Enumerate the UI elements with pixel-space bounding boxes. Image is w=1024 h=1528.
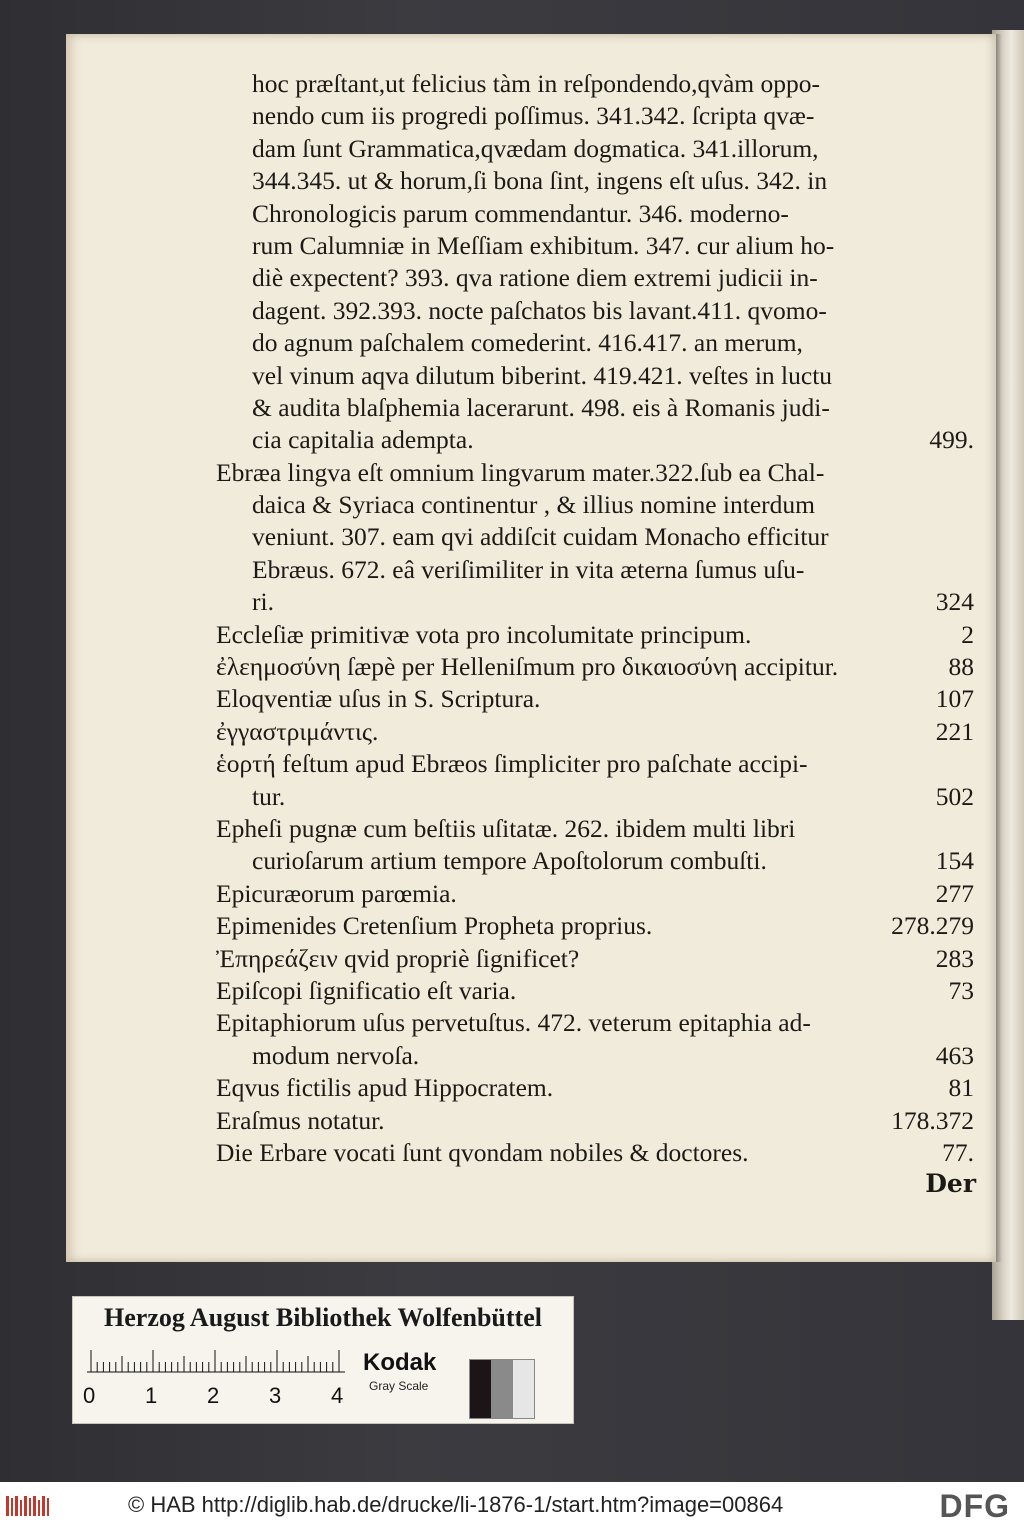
index-line — [216, 457, 976, 489]
index-entry-text: daica & Syriaca continentur , & illius nomine interdum — [252, 490, 815, 520]
index-line — [216, 1007, 976, 1039]
index-entry-text: do agnum paſchalem comederint. 416.417. an merum, — [252, 328, 803, 358]
page-reference: 2 — [961, 619, 974, 649]
index-entry-text: vel vinum aqva dilutum biberint. 419.421. veſtes in luctu — [252, 360, 833, 390]
index-entry-text: Chronologicis parum commendantur. 346. moderno- — [252, 198, 789, 228]
index-line — [216, 910, 976, 942]
index-line — [216, 198, 976, 230]
index-line — [216, 813, 976, 845]
page-reference: 107 — [935, 684, 974, 714]
index-entry-text: dam ſunt Grammatica,qvædam dogmatica. 341.illorum, — [252, 133, 819, 163]
page-reference: 324 — [935, 587, 974, 617]
gray-swatch — [491, 1360, 512, 1418]
index-line — [216, 716, 976, 748]
index-line — [216, 943, 976, 975]
index-entry-text: rum Calumniæ in Meſſiam exhibitum. 347. cur alium ho- — [252, 230, 835, 260]
index-entry-text: ri. — [252, 587, 274, 617]
page-reference: 463 — [935, 1040, 974, 1070]
index-line — [216, 424, 976, 456]
index-entry-text: Epimenides Cretenſium Propheta proprius. — [216, 911, 653, 941]
color-calibration-card — [72, 1296, 574, 1424]
index-line — [216, 748, 976, 780]
index-line — [216, 392, 976, 424]
index-entry-text: nendo cum iis progredi poſſimus. 341.342. ſcripta qvæ- — [252, 101, 815, 131]
page-shadow — [996, 34, 1002, 1262]
page-reference: 283 — [935, 943, 974, 973]
index-entry-text: Eqvus fictilis apud Hippocratem. — [216, 1073, 554, 1103]
gray-swatch — [513, 1360, 534, 1418]
index-entry-text: Die Erbare vocati ſunt qvondam nobiles & doctores. — [216, 1137, 749, 1167]
index-entry-text: ἐγγαστριμάντις. — [216, 716, 379, 746]
index-entry-text: Ebræa lingva eſt omnium lingvarum mater.322.ſub ea Chal- — [216, 457, 825, 487]
index-entry-text: 344.345. ut & horum,ſi bona ſint, ingens eſt uſus. 342. in — [252, 166, 828, 196]
index-line — [216, 1040, 976, 1072]
index-line — [216, 327, 976, 359]
index-line — [216, 878, 976, 910]
index-entry-text: ἑορτή feſtum apud Ebræos ſimpliciter pro paſchate accipi- — [216, 749, 808, 779]
index-line — [216, 619, 976, 651]
index-entry-text: ἐλεημοσύνη ſæpè per Helleniſmum pro δικαιοσύνη accipitur. — [216, 652, 839, 682]
page-reference: 499. — [929, 425, 974, 455]
index-line — [216, 975, 976, 1007]
index-entry-text: hoc præſtant,ut felicius tàm in reſpondendo,qvàm oppo- — [252, 69, 820, 98]
copyright-url[interactable]: © HAB http://diglib.hab.de/drucke/li-1876-1/start.htm?image=00864 — [128, 1492, 784, 1517]
page-reference: 277 — [935, 878, 974, 908]
index-line — [216, 230, 976, 262]
index-line — [216, 165, 976, 197]
index-entry-text: Epheſi pugnæ cum beſtiis uſitatæ. 262. ibidem multi libri — [216, 813, 796, 843]
ruler-number: 3 — [269, 1383, 282, 1408]
index-entry-text: curioſarum artium tempore Apoſtolorum combuſti. — [252, 846, 767, 876]
index-entry-text: tur. — [252, 781, 286, 811]
index-text-block — [216, 68, 976, 1203]
dfg-logo: DFG — [939, 1488, 1010, 1524]
index-line — [216, 133, 976, 165]
page-reference: 502 — [935, 781, 974, 811]
index-line — [216, 489, 976, 521]
index-entry-text: Ebræus. 672. eâ veriſimiliter in vita æterna ſumus uſu- — [252, 554, 805, 584]
index-entry-text: Ἐπηρεάζειν qvid propriè ſignificet? — [216, 943, 580, 973]
ruler-numbers — [83, 1383, 353, 1409]
kodak-logo: Kodak — [363, 1349, 437, 1376]
index-entry-text: Epiſcopi ſignificatio eſt varia. — [216, 975, 517, 1005]
ruler-number: 2 — [207, 1383, 220, 1408]
index-entry-text: Epitaphiorum uſus pervetuſtus. 472. veterum epitaphia ad- — [216, 1008, 811, 1038]
index-entry-text: veniunt. 307. eam qvi addiſcit cuidam Monacho efficitur — [252, 522, 829, 552]
ruler-number: 0 — [83, 1383, 96, 1408]
page-reference: 154 — [935, 846, 974, 876]
index-entry-text: Eccleſiæ primitivæ vota pro incolumitate principum. — [216, 619, 752, 649]
index-line — [216, 651, 976, 683]
index-line — [216, 360, 976, 392]
index-line — [216, 521, 976, 553]
index-line — [216, 68, 976, 100]
index-line — [216, 586, 976, 618]
index-entry-text: Epicuræorum parœmia. — [216, 878, 457, 908]
index-line — [216, 683, 976, 715]
index-line — [216, 262, 976, 294]
catchword-line — [216, 1169, 976, 1203]
index-line — [216, 781, 976, 813]
index-line — [216, 295, 976, 327]
index-line — [216, 1137, 976, 1169]
index-line — [216, 554, 976, 586]
library-name: Herzog August Bibliothek Wolfenbüttel — [104, 1303, 542, 1332]
page-reference: 77. — [942, 1137, 974, 1167]
ruler-number: 1 — [145, 1383, 158, 1408]
page-reference: 178.372 — [891, 1105, 974, 1135]
index-entry-text: Eloqventiæ uſus in S. Scriptura. — [216, 684, 541, 714]
catchword: Der — [925, 1169, 976, 1199]
gray-swatch — [470, 1360, 491, 1418]
hab-barcode-icon — [6, 1496, 50, 1516]
page-reference: 88 — [948, 652, 974, 682]
index-entry-text: Eraſmus notatur. — [216, 1105, 385, 1135]
page-reference: 278.279 — [891, 911, 974, 941]
index-line — [216, 845, 976, 877]
ruler-number: 4 — [331, 1383, 344, 1408]
footer-bar — [0, 1482, 1024, 1528]
index-entry-text: dagent. 392.393. nocte paſchatos bis lavant.411. qvomo- — [252, 295, 827, 325]
index-entry-text: & audita blaſphemia lacerarunt. 498. eis à Romanis judi- — [252, 392, 830, 422]
page-reference: 73 — [948, 975, 974, 1005]
ruler-scale — [87, 1349, 347, 1373]
page-reference: 81 — [948, 1073, 974, 1103]
index-line — [216, 1072, 976, 1104]
index-entry-text: modum nervoſa. — [252, 1040, 420, 1070]
gray-scale-label: Gray Scale — [369, 1379, 429, 1393]
gray-swatches — [469, 1359, 535, 1419]
page-reference: 221 — [935, 716, 974, 746]
index-line — [216, 1105, 976, 1137]
index-entry-text: diè expectent? 393. qva ratione diem extremi judicii in- — [252, 263, 818, 293]
index-entry-text: cia capitalia adempta. — [252, 425, 474, 455]
index-line — [216, 100, 976, 132]
